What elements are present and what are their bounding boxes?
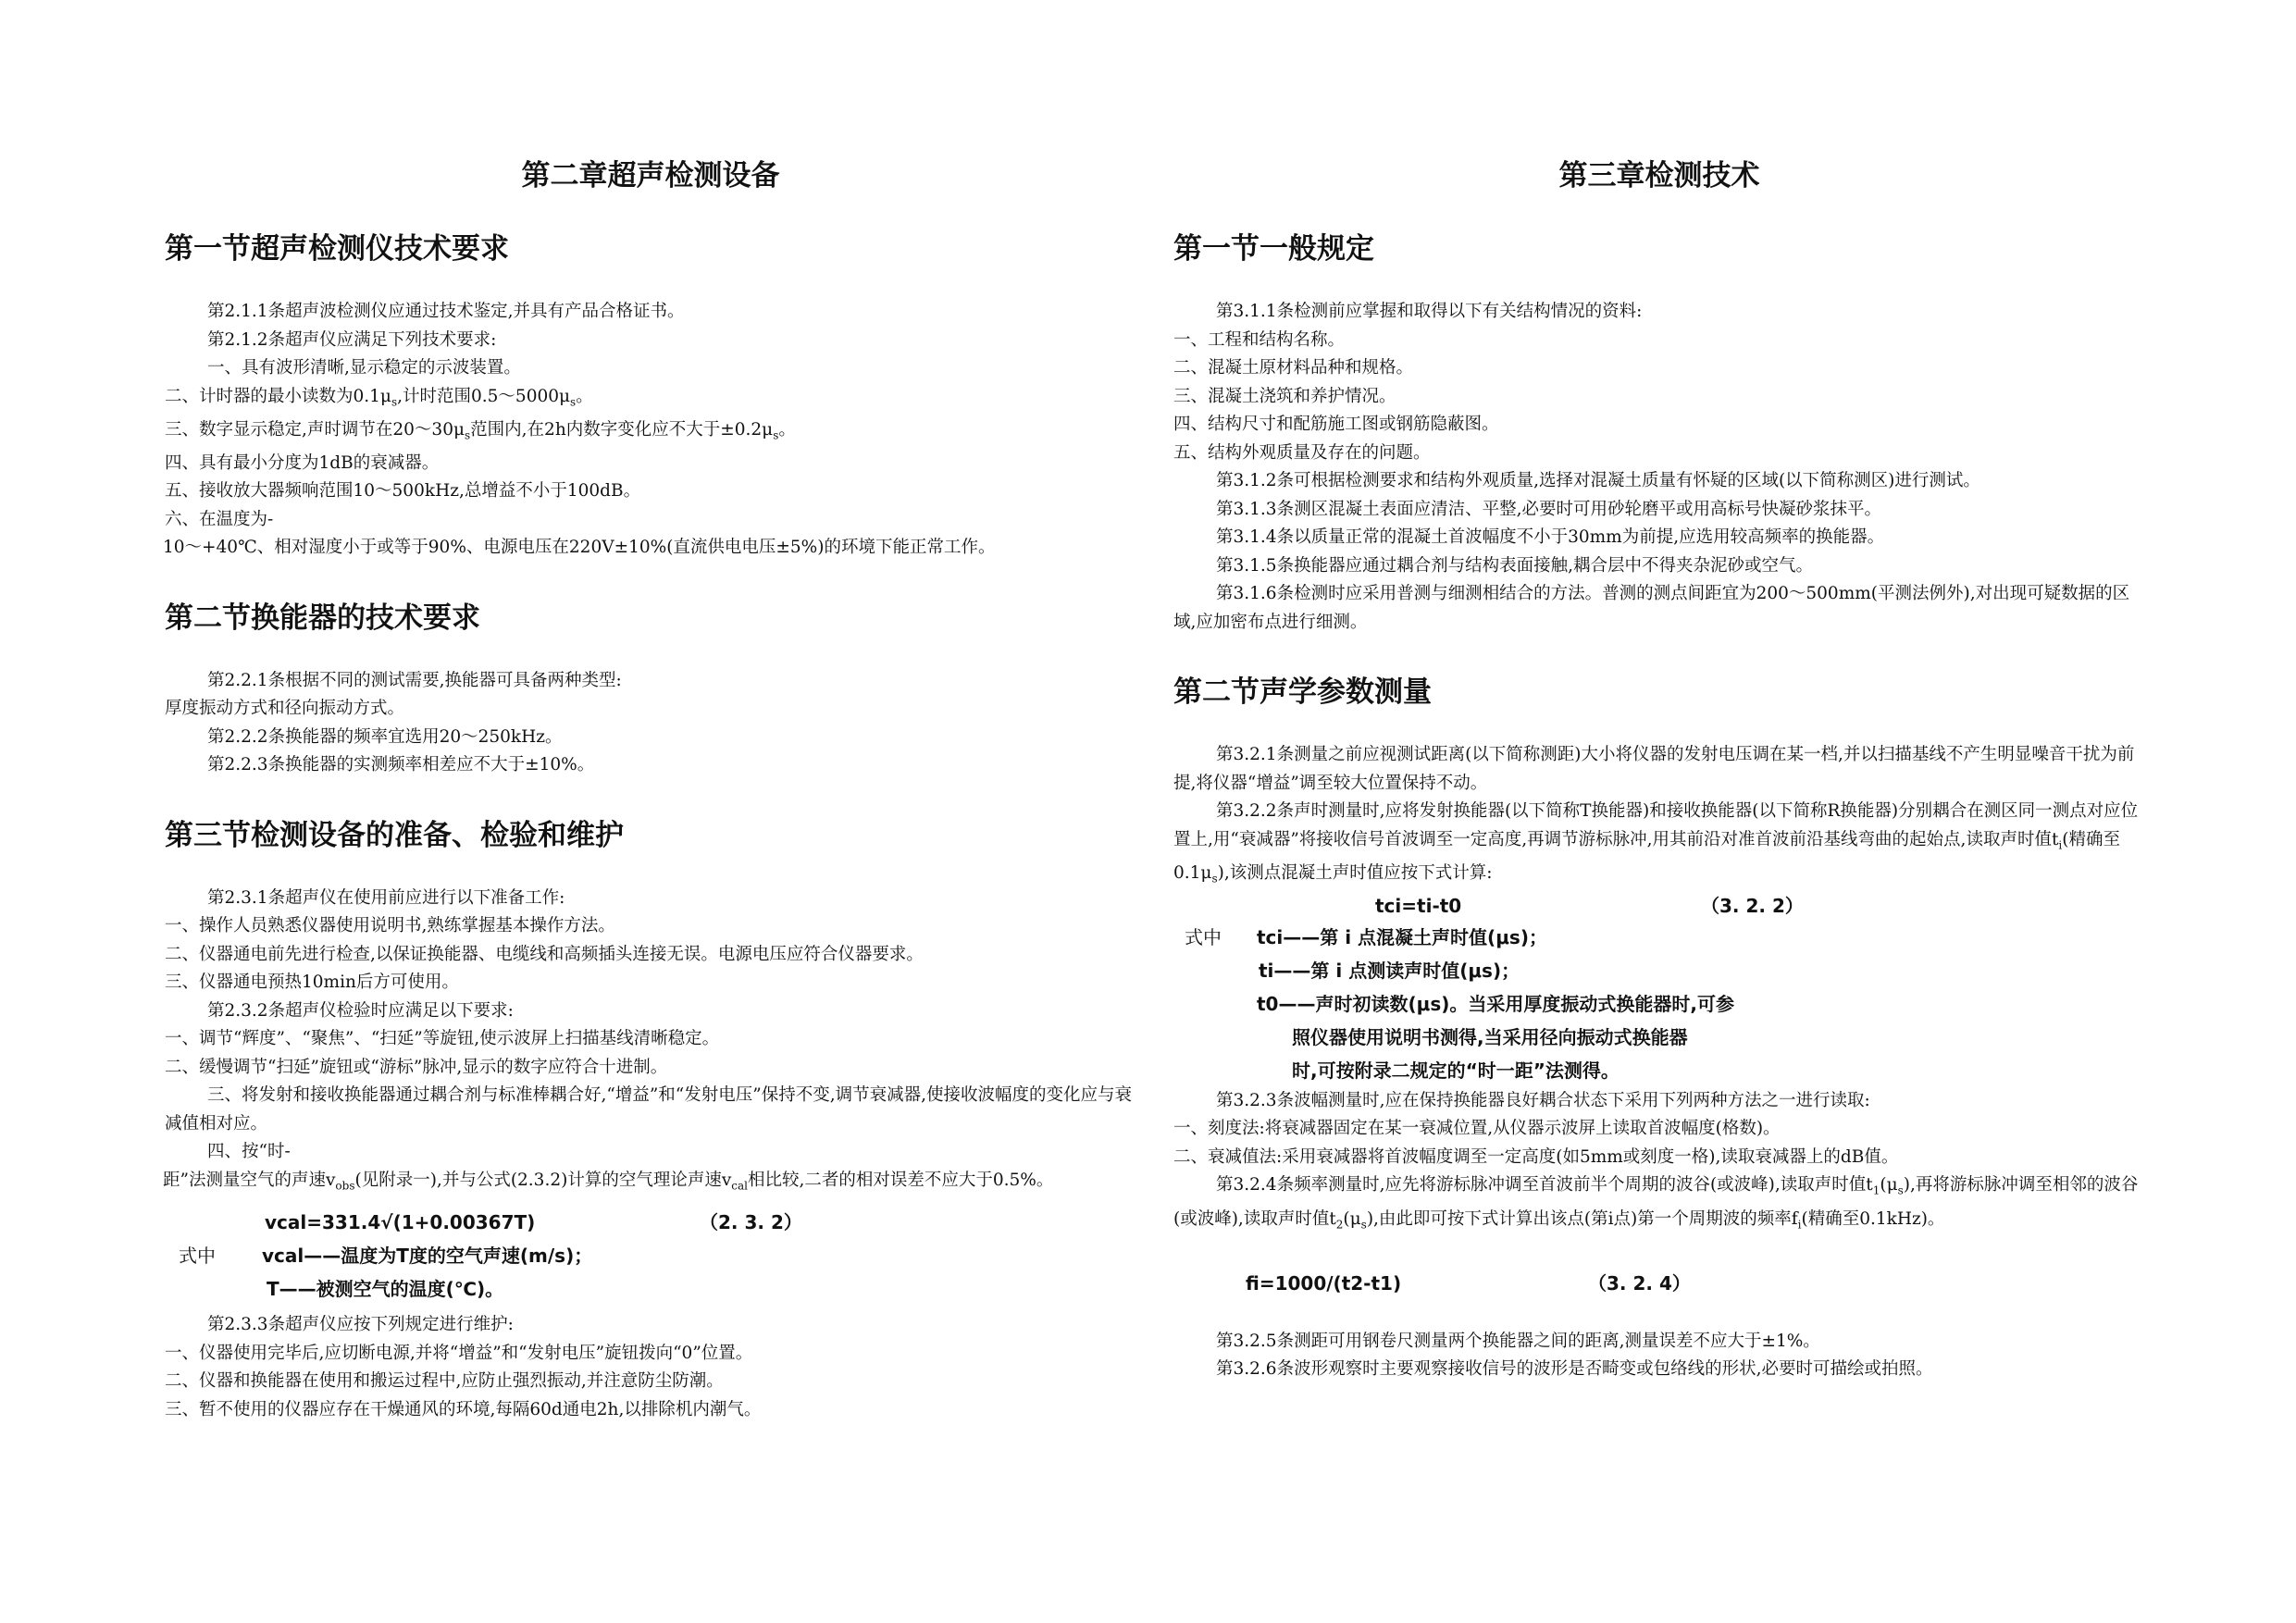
paragraph: 第3.2.2条声时测量时,应将发射换能器(以下简称T换能器)和接收换能器(以下简称R换能器)分别耦合在测区同一测点对应位置上,用“衰减器”将接收信号首波调至一定高度,再调节游标脉冲,用其前沿对准首波前沿基线弯曲的起始点,读取声时值$t_i$(精确至$0.1\mu_s$),该测点混凝土声时值应按下式计算:: [1173, 801, 2139, 886]
section-2-1-title: 第一节超声检测仪技术要求: [165, 232, 509, 266]
paragraph: 10～+40℃、相对湿度小于或等于90%、电源电压在220V±10%(直流供电电压±5%)的环境下能正常工作。: [163, 538, 996, 558]
formula-expression: fi=1000/(t2-t1): [1246, 1271, 1402, 1295]
paragraph: 第3.1.5条换能器应通过耦合剂与结构表面接触,耦合层中不得夹杂泥砂或空气。: [1216, 555, 1813, 576]
formula-definition: t0——声时初读数(μs)。当采用厚度振动式换能器时,可参: [1257, 992, 1734, 1015]
section-2-3-title: 第三节检测设备的准备、检验和维护: [165, 818, 624, 852]
paragraph: 第3.1.6条检测时应采用普测与细测相结合的方法。普测的测点间距宜为200～500mm(平测法例外),对出现可疑数据的区域,应加密布点进行细测。: [1173, 584, 2130, 632]
paragraph: 三、将发射和接收换能器通过耦合剂与标准棒耦合好,“增益”和“发射电压”保持不变,调节衰减器,使接收波幅度的变化应与衰减值相对应。: [165, 1085, 1132, 1134]
chapter-2-title: 第二章超声检测设备: [521, 159, 780, 192]
paragraph: 第2.3.1条超声仪在使用前应进行以下准备工作:: [207, 887, 565, 908]
paragraph: 四、按“时-: [207, 1142, 291, 1162]
paragraph: 四、结构尺寸和配筋施工图或钢筋隐蔽图。: [1173, 415, 1499, 434]
paragraph: 第2.3.3条超声仪应按下列规定进行维护:: [207, 1315, 514, 1335]
formula-definition: T——被测空气的温度(℃)。: [267, 1278, 504, 1301]
formula-number: （3. 2. 4）: [1588, 1271, 1691, 1295]
paragraph: 二、仪器和换能器在使用和搬运过程中,应防止强烈振动,并注意防尘防潮。: [165, 1371, 724, 1392]
paragraph: 第2.2.1条根据不同的测试需要,换能器可具备两种类型:: [207, 670, 622, 690]
paragraph: 二、缓慢调节“扫延”旋钮或“游标”脉冲,显示的数字应符合十进制。: [165, 1057, 668, 1077]
formula-expression: tci=ti-t0: [1375, 894, 1462, 917]
paragraph: 二、衰减值法:采用衰减器将首波幅度调至一定高度(如5mm或刻度一格),读取衰减器上的dB值。: [1173, 1146, 1899, 1167]
paragraph: 一、刻度法:将衰减器固定在某一衰减位置,从仪器示波屏上读取首波幅度(格数)。: [1173, 1119, 1781, 1139]
paragraph: 一、具有波形清晰,显示稳定的示波装置。: [207, 358, 521, 378]
paragraph: 一、操作人员熟悉仪器使用说明书,熟练掌握基本操作方法。: [165, 916, 615, 936]
paragraph: 第3.1.3条测区混凝土表面应清洁、平整,必要时可用砂轮磨平或用高标号快凝砂浆抹平。: [1216, 499, 1881, 519]
formula-expression: vcal=331.4√(1+0.00367T): [265, 1211, 536, 1234]
formula-definition: tci——第 i 点混凝土声时值(μs)；: [1257, 925, 1547, 948]
paragraph: 二、计时器的最小读数为$0.1\mu_s$,计时范围$0.5\sim 5000\mu_s$。: [165, 386, 593, 409]
chapter-3-title: 第三章检测技术: [1558, 159, 1760, 192]
formula-number: （2. 3. 2）: [700, 1211, 802, 1234]
paragraph: 第3.1.1条检测前应掌握和取得以下有关结构情况的资料:: [1216, 302, 1643, 321]
paragraph: 第2.2.3条换能器的实测频率相差应不大于±10%。: [207, 755, 595, 775]
formula-definition: 时,可按附录二规定的“时一距”法测得。: [1292, 1059, 1620, 1082]
paragraph: 五、接收放大器频响范围10～500kHz,总增益不小于100dB。: [165, 481, 641, 502]
paragraph: 五、结构外观质量及存在的问题。: [1173, 442, 1431, 463]
paragraph: 厚度振动方式和径向振动方式。: [165, 699, 405, 719]
paragraph: 第3.2.6条波形观察时主要观察接收信号的波形是否畸变或包络线的形状,必要时可描绘或拍照。: [1216, 1359, 1933, 1380]
formula-definition: vcal——温度为T度的空气声速(m/s)；: [262, 1245, 593, 1268]
paragraph: 三、混凝土浇筑和养护情况。: [1173, 386, 1396, 406]
paragraph: 二、混凝土原材料品种和规格。: [1173, 358, 1414, 378]
formula-3-2-2: [1173, 893, 2145, 1087]
paragraph: 三、数字显示稳定,声时调节在$20\sim 30\mu_s$范围内,在2h内数字变化应不大于$\pm 0.2\mu_s$。: [165, 419, 796, 442]
formula-number: （3. 2. 2）: [1701, 894, 1804, 917]
paragraph: 四、具有最小分度为1dB的衰减器。: [165, 452, 440, 473]
section-2-2-title: 第二节换能器的技术要求: [165, 601, 480, 635]
formula-3-2-4: [1173, 1256, 2145, 1317]
paragraph: 距”法测量空气的声速$v_{obs}$(见附录一),并与公式(2.3.2)计算的空气理论声速$v_{cal}$相比较,二者的相对误差不应大于0.5%。: [163, 1170, 1054, 1193]
right-column: [1173, 139, 2145, 1384]
paragraph: 一、仪器使用完毕后,应切断电源,并将“增益”和“发射电压”旋钮拨向“0”位置。: [165, 1343, 753, 1363]
paragraph: 第3.2.4条频率测量时,应先将游标脉冲调至首波前半个周期的波谷(或波峰),读取声时值$t_1(\mu_s)$,再将游标脉冲调至相邻的波谷(或波峰),读取声时值$t_2(\mu_s)$,由此即可按下式计算出该点(第i点)第一个周期波的频率$f_i$(精确至0.1kHz)。: [1173, 1175, 2139, 1232]
left-column: [165, 139, 1136, 1424]
section-3-2-title: 第二节声学参数测量: [1173, 675, 1432, 709]
formula-2-3-2: [165, 1206, 1136, 1306]
paragraph: 第3.2.5条测距可用钢卷尺测量两个换能器之间的距离,测量误差不应大于±1%。: [1216, 1331, 1820, 1351]
paragraph: 三、仪器通电预热10min后方可使用。: [165, 973, 459, 993]
formula-where: 式中: [1185, 925, 1222, 948]
paragraph: 第3.2.3条波幅测量时,应在保持换能器良好耦合状态下采用下列两种方法之一进行读取:: [1216, 1090, 1870, 1110]
paragraph: 第2.2.2条换能器的频率宜选用20～250kHz。: [207, 726, 563, 747]
formula-definition: ti——第 i 点测读声时值(μs)；: [1259, 959, 1520, 982]
paragraph: 第2.3.2条超声仪检验时应满足以下要求:: [207, 1000, 514, 1021]
paragraph: 第3.2.1条测量之前应视测试距离(以下简称测距)大小将仪器的发射电压调在某一档,并以扫描基线不产生明显噪音干扰为前提,将仪器“增益”调至较大位置保持不动。: [1173, 745, 2135, 793]
paragraph: 第2.1.2条超声仪应满足下列技术要求:: [207, 329, 497, 350]
paragraph: 二、仪器通电前先进行检查,以保证换能器、电缆线和高频插头连接无误。电源电压应符合仪器要求。: [165, 944, 924, 964]
formula-definition: 照仪器使用说明书测得,当采用径向振动式换能器: [1292, 1025, 1688, 1048]
paragraph: 六、在温度为-: [165, 509, 274, 529]
paragraph: 一、工程和结构名称。: [1173, 329, 1346, 350]
paragraph: 三、暂不使用的仪器应存在干燥通风的环境,每隔60d通电2h,以排除机内潮气。: [165, 1399, 762, 1419]
section-3-1-title: 第一节一般规定: [1173, 232, 1374, 266]
paragraph: 一、调节“辉度”、“聚焦”、“扫延”等旋钮,使示波屏上扫描基线清晰稳定。: [165, 1029, 720, 1049]
paragraph: 第3.1.2条可根据检测要求和结构外观质量,选择对混凝土质量有怀疑的区域(以下简称测区)进行测试。: [1216, 471, 1980, 490]
paragraph: 第3.1.4条以质量正常的混凝土首波幅度不小于30mm为前提,应选用较高频率的换能器。: [1216, 527, 1885, 547]
paragraph: 第2.1.1条超声波检测仪应通过技术鉴定,并具有产品合格证书。: [207, 302, 685, 321]
formula-where: 式中: [179, 1245, 216, 1268]
